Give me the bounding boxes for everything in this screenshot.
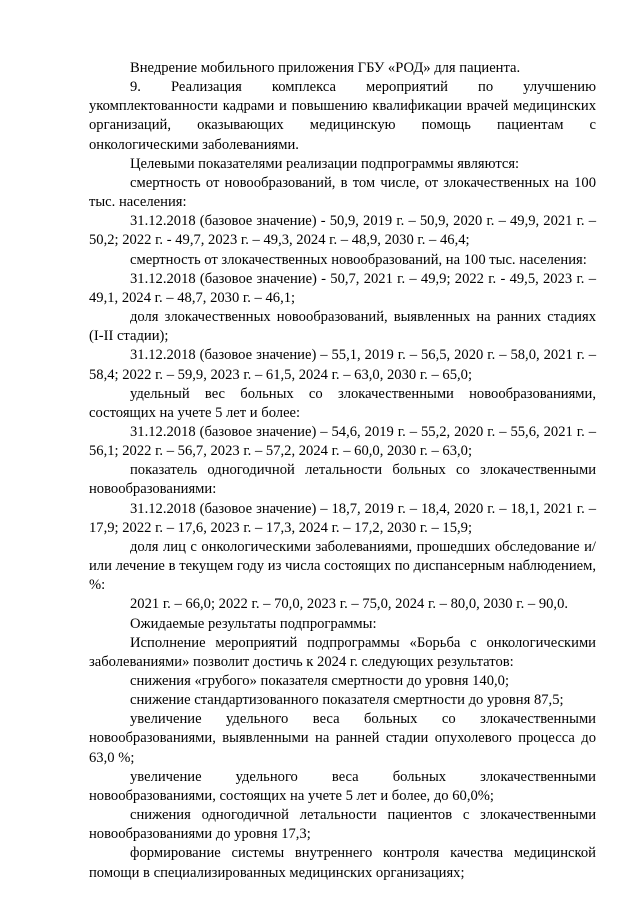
paragraph-mortality-neoplasms-values: 31.12.2018 (базовое значение) - 50,9, 2019 г. – 50,9, 2020 г. – 49,9, 2021 г. – 50,2; 2022 г. - 49,7, 2023 г. – 49,3, 2024 г. – 48,9, 2030 г. – 46,4;	[89, 213, 596, 249]
paragraph-mobile-app: Внедрение мобильного приложения ГБУ «РОД» для пациента.	[130, 60, 521, 76]
paragraph-one-year-lethality-values: 31.12.2018 (базовое значение) – 18,7, 2019 г. – 18,4, 2020 г. – 18,1, 2021 г. – 17,9; 2022 г. – 17,6, 2023 г. – 17,3, 2024 г. – 17,2, 2030 г. – 15,9;	[89, 500, 596, 536]
paragraph-result-quality-control: формирование системы внутреннего контроля качества медицинской помощи в специализированных медицинских организациях;	[89, 845, 596, 881]
paragraph-subprogram-execution: Исполнение мероприятий подпрограммы «Борьба с онкологическими заболеваниями» позволит достичь к 2024 г. следующих результатов:	[89, 634, 596, 670]
paragraph-five-year-share: удельный вес больных со злокачественными новообразованиями, состоящих на учете 5 лет и более:	[89, 385, 596, 421]
paragraph-mortality-neoplasms: смертность от новообразований, в том числе, от злокачественных на 100 тыс. населения:	[89, 174, 596, 211]
paragraph-mortality-malignant-values: 31.12.2018 (базовое значение) - 50,7, 2021 г. – 49,9; 2022 г. - 49,5, 2023 г. – 49,1, 2024 г. – 48,7, 2030 г. – 46,1;	[89, 270, 596, 306]
paragraph-five-year-values: 31.12.2018 (базовое значение) – 54,6, 2019 г. – 55,2, 2020 г. – 55,6, 2021 г. – 56,1; 2022 г. – 56,7, 2023 г. – 57,2, 2024 г. – 60,0, 2030 г. – 63,0;	[89, 423, 596, 460]
paragraph-targets-heading: Целевыми показателями реализации подпрограммы являются:	[130, 155, 520, 172]
paragraph-result-five-year: увеличение удельного веса больных злокачественными новообразованиями, состоящих на учете 5 лет и более, до 60,0%;	[89, 768, 596, 804]
paragraph-result-early-detection: увеличение удельного веса больных со злокачественными новообразованиями, выявленными на ранней стадии опухолевого процесса до 63,0 %;	[89, 711, 596, 766]
paragraph-mortality-malignant: смертность от злокачественных новообразований, на 100 тыс. населения:	[130, 251, 587, 268]
paragraph-result-standardized-mortality: снижение стандартизованного показателя смертности до уровня 87,5;	[130, 692, 564, 709]
paragraph-result-one-year-lethality: снижения одногодичной летальности пациентов с злокачественными новообразованиями до уровня 17,3;	[89, 807, 596, 843]
paragraph-examined-share: доля лиц с онкологическими заболеваниями, прошедших обследование и/или лечение в текущем году из числа состоящих по диспансерным наблюдением, %:	[89, 538, 596, 594]
paragraph-examined-share-values: 2021 г. – 66,0; 2022 г. – 70,0, 2023 г. – 75,0, 2024 г. – 80,0, 2030 г. – 90,0.	[130, 596, 569, 613]
paragraph-one-year-lethality: показатель одногодичной летальности больных со злокачественными новообразованиями:	[89, 462, 596, 498]
paragraph-expected-results-heading: Ожидаемые результаты подпрограммы:	[130, 615, 377, 632]
paragraph-item-9: 9. Реализация комплекса мероприятий по улучшению укомплектованности кадрами и повышению квалификации врачей медицинских организаций, оказывающих медицинскую помощь пациентам с онкологическими заболеваниями.	[89, 79, 596, 153]
paragraph-early-stage-values: 31.12.2018 (базовое значение) – 55,1, 2019 г. – 56,5, 2020 г. – 58,0, 2021 г. – 58,4; 2022 г. – 59,9, 2023 г. – 61,5, 2024 г. – 63,0, 2030 г. – 65,0;	[89, 347, 596, 383]
paragraph-result-crude-mortality: снижения «грубого» показателя смертности до уровня 140,0;	[130, 673, 510, 689]
paragraph-early-stage-share: доля злокачественных новообразований, выявленных на ранних стадиях (I-II стадии);	[89, 309, 596, 345]
